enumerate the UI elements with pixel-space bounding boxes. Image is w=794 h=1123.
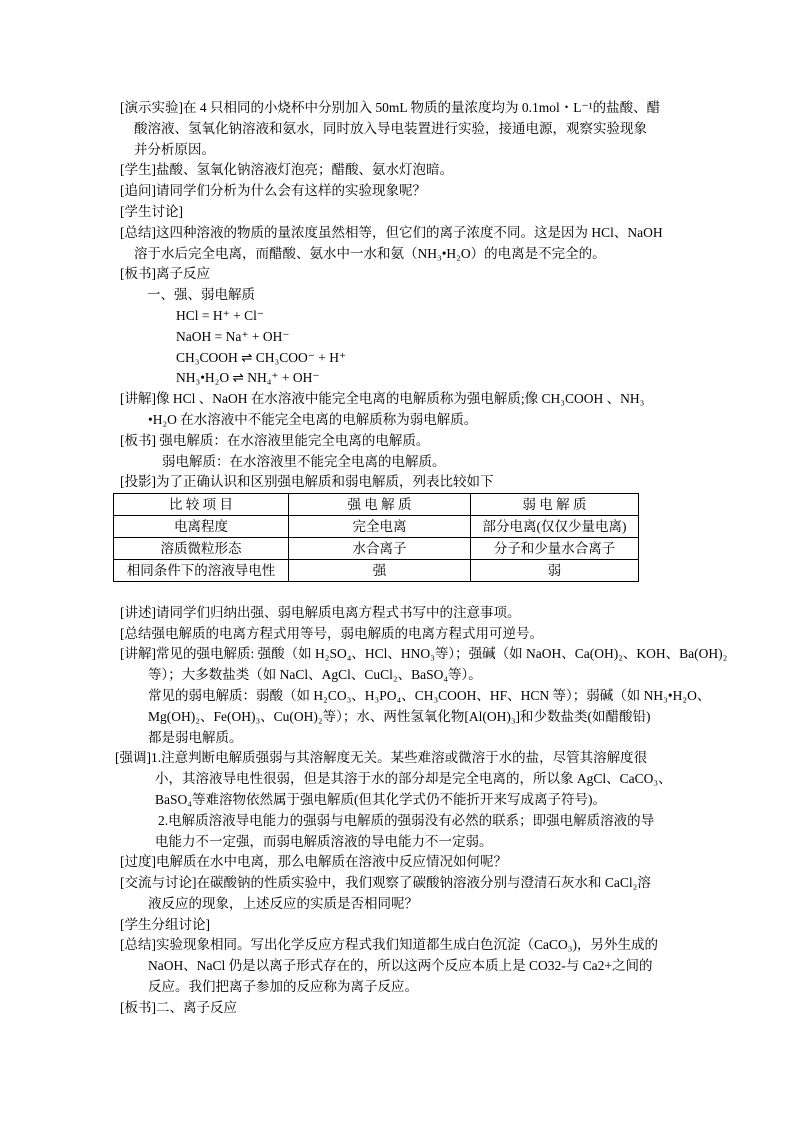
projection-note: [投影]为了正确认识和区别强电解质和弱电解质，列表比较如下 xyxy=(120,474,494,490)
exchange-discussion-line: 液反应的现象，上述反应的实质是否相同呢？ xyxy=(148,895,418,911)
ionization-equation: HCl = H⁺ + Cl⁻ xyxy=(176,307,264,323)
weak-electrolytes-line: Mg(OH)₂、Fe(OH)₃、Cu(OH)₂等）；水、两性氢氧化物[Al(OH)₃]和少数盐类(如醋酸铅) xyxy=(148,708,651,724)
table-row xyxy=(114,538,639,560)
summary-line: [总结强电解质的电离方程式用等号，弱电解质的电离方程式用可逆号。 xyxy=(120,625,543,641)
table-header-cell: 强 电 解 质 xyxy=(289,494,471,516)
emphasis-point-2-line: 电能力不一定强，而弱电解质溶液的导电能力不一定弱。 xyxy=(155,833,493,849)
summary-line: 溶于水后完全电离，而醋酸、氨水中一水和氨（NH₃•H₂O）的电离是不完全的。 xyxy=(134,245,606,261)
board-note: [板书]二、离子反应 xyxy=(120,999,237,1015)
ionization-equation: NaOH = Na⁺ + OH⁻ xyxy=(176,328,290,344)
table-row xyxy=(114,560,639,582)
weak-electrolytes-line: 都是弱电解质。 xyxy=(148,729,243,745)
transition: [过度]电解质在水中电离，那么电解质在溶液中反应情况如何呢？ xyxy=(120,854,507,870)
student-answer: [学生]盐酸、氢氧化钠溶液灯泡亮；醋酸、氨水灯泡暗。 xyxy=(120,162,453,178)
summary-line: [总结]实验现象相同。写出化学反应方程式我们知道都生成白色沉淀（CaCO₃)，另外生成的 xyxy=(120,937,658,953)
emphasis-point-1-line: 小，其溶液导电性很弱，但是其溶于水的部分却是完全电离的，所以象 AgCl、CaCO₃、 xyxy=(155,771,672,787)
strong-electrolytes-line: 等）；大多数盐类（如 NaCl、AgCl、CuCl₂、BaSO₄等）。 xyxy=(148,667,482,683)
student-discussion: [学生讨论] xyxy=(120,203,183,219)
comparison-table xyxy=(113,493,639,582)
table-cell: 完全电离 xyxy=(289,516,471,538)
table-cell: 相同条件下的溶液导电性 xyxy=(114,560,289,582)
follow-up-question: [追问]请同学们分析为什么会有这样的实验现象呢？ xyxy=(120,183,426,199)
demo-experiment-line: 酸溶液、氢氧化钠溶液和氨水，同时放入导电装置进行实验，接通电源，观察实验现象 xyxy=(134,120,647,136)
table-row xyxy=(114,516,639,538)
emphasis-point-1-line: [强调]1.注意判断电解质强弱与其溶解度无关。某些难溶或微溶于水的盐，尽管其溶解度很 xyxy=(115,750,648,766)
explanation-line: •H₂O 在水溶液中不能完全电离的电解质称为弱电解质。 xyxy=(148,411,478,427)
board-definition-weak: 弱电解质：在水溶液里不能完全电离的电解质。 xyxy=(162,453,446,469)
demo-experiment-line: 并分析原因。 xyxy=(134,141,215,157)
explanation-line: [讲解]像 HCl 、NaOH 在水溶液中能完全电离的电解质称为强电解质;像 CH₃COOH 、NH₃ xyxy=(120,391,645,407)
exchange-discussion-line: [交流与讨论]在碳酸钠的性质实验中，我们观察了碳酸钠溶液分别与澄清石灰水和 CaCl₂溶 xyxy=(120,875,651,891)
table-header-row xyxy=(114,494,639,516)
narration: [讲述]请同学们归纳出强、弱电解质电离方程式书写中的注意事项。 xyxy=(120,604,521,620)
table-cell: 部分电离(仅仅少量电离) xyxy=(471,516,639,538)
summary-line: [总结]这四种溶液的物质的量浓度虽然相等，但它们的离子浓度不同。这是因为 HCl、NaOH xyxy=(120,224,663,240)
board-note: [板书]离子反应 xyxy=(120,266,210,282)
emphasis-point-1-line: BaSO₄等难溶物依然属于强电解质(但其化学式仍不能折开来写成离子符号)。 xyxy=(155,791,606,807)
summary-line: 反应。我们把离子参加的反应称为离子反应。 xyxy=(148,979,418,995)
table-cell: 电离程度 xyxy=(114,516,289,538)
demo-experiment-line: [演示实验]在 4 只相同的小烧杯中分别加入 50mL 物质的量浓度均为 0.1mol・L⁻¹的盐酸、醋 xyxy=(120,100,661,115)
strong-electrolytes-line: [讲解]常见的强电解质: 强酸（如 H₂SO₄、HCl、HNO₃等）；强碱（如 NaOH、Ca(OH)₂、KOH、Ba(OH)₂ xyxy=(120,646,728,662)
table-cell: 弱 xyxy=(471,560,639,582)
table-header-cell: 比 较 项 目 xyxy=(114,494,289,516)
table-cell: 强 xyxy=(289,560,471,582)
table-header-cell: 弱 电 解 质 xyxy=(471,494,639,516)
table-cell: 分子和少量水合离子 xyxy=(471,538,639,560)
ionization-equation: NH₃•H₂O ⇌ NH₄⁺ + OH⁻ xyxy=(176,370,320,386)
summary-line: NaOH、NaCl 仍是以离子形式存在的，所以这两个反应本质上是 CO32-与 Ca2+之间的 xyxy=(148,958,653,974)
lesson-plan-page xyxy=(0,98,794,1019)
group-discussion: [学生分组讨论] xyxy=(120,916,210,932)
table-cell: 水合离子 xyxy=(289,538,471,560)
weak-electrolytes-line: 常见的弱电解质：弱酸（如 H₂CO₃、H₃PO₄、CH₃COOH、HF、HCN 等）；弱碱（如 NH₃•H₂O、 xyxy=(148,687,711,703)
section-heading: 一、强、弱电解质 xyxy=(147,287,255,303)
ionization-equation: CH₃COOH ⇌ CH₃COO⁻ + H⁺ xyxy=(176,349,347,365)
board-definition-strong: [板书] 强电解质：在水溶液里能完全电离的电解质。 xyxy=(120,432,430,448)
table-cell: 溶质微粒形态 xyxy=(114,538,289,560)
emphasis-point-2-line: 2.电解质溶液导电能力的强弱与电解质的强弱没有必然的联系；即强电解质溶液的导 xyxy=(158,812,655,828)
